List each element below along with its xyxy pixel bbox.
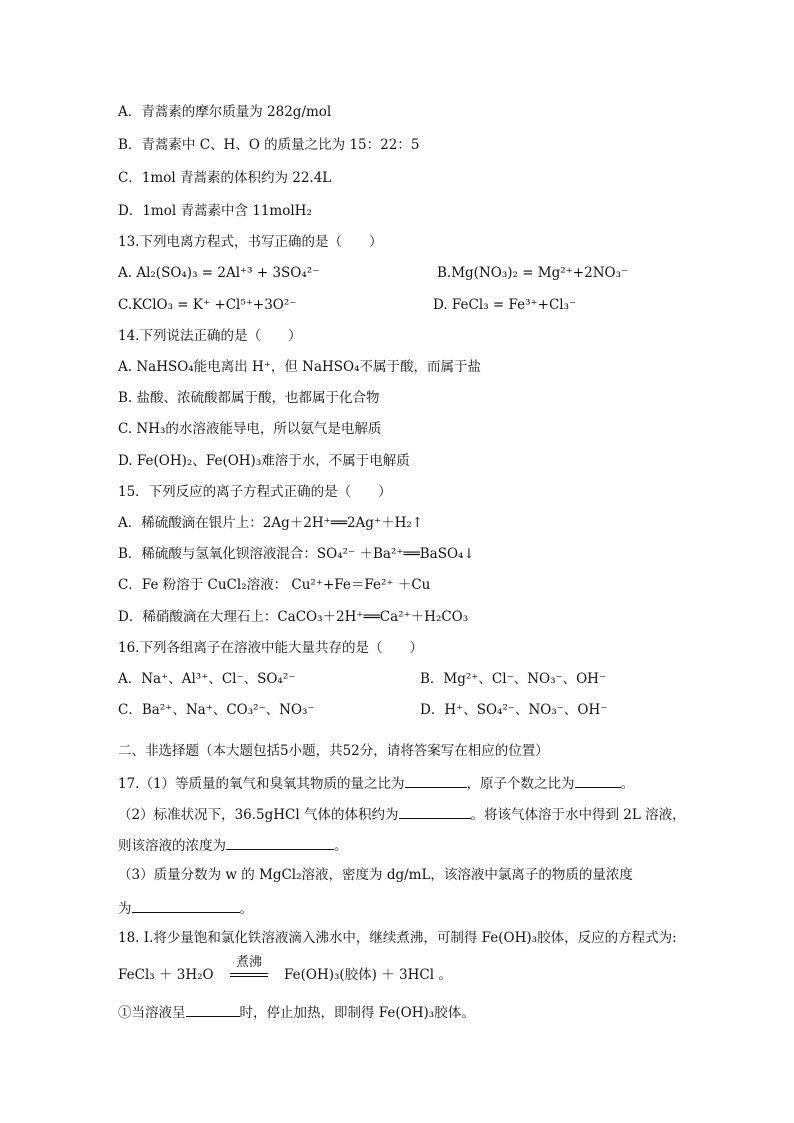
- q17-part2-cont: [118, 835, 348, 855]
- q18-blank-color[interactable]: [186, 1002, 240, 1017]
- q18-equation-right: Fe(OH)₃(胶体) ＋ 3HCl 。: [284, 967, 452, 983]
- q15-option-c: C．Fe 粉溶于 CuCl₂溶液： Cu²⁺+Fe＝Fe²⁺ ＋Cu: [118, 577, 431, 593]
- q17-part2-text-b: 。将该气体溶于水中得到 2L 溶液，: [470, 807, 686, 823]
- q18-equation-condition: [230, 955, 268, 977]
- q18-sub1-text-b: 时，停止加热，即制得 Fe(OH)₃胶体。: [239, 1005, 475, 1021]
- section-heading: 二、非选择题（本大题包括5小题，共52分，请将答案写在相应的位置）: [118, 743, 549, 759]
- q17-part2-text-d: 。: [334, 838, 348, 854]
- q17-part1-text-a: 17.（1）等质量的氧气和臭氧其物质的量之比为: [118, 776, 405, 792]
- q16-option-a: A．Na⁺、Al³⁺、Cl⁻、SO₄²⁻: [118, 671, 296, 687]
- q16-option-d: D．H⁺、SO₄²⁻、NO₃⁻、OH⁻: [420, 702, 608, 718]
- q15-option-a: A．稀硫酸滴在银片上：2Ag＋2H⁺══2Ag⁺＋H₂↑: [118, 515, 424, 531]
- q12-option-d: D．1mol 青蒿素中含 11molH₂: [118, 203, 312, 219]
- q13-option-d: D. FeCl₃ = Fe³⁺+Cl₃⁻: [433, 297, 577, 313]
- q17-part2: [118, 804, 686, 824]
- q17-part3-cont: [118, 898, 253, 918]
- q12-option-b: B．青蒿素中 C、H、O 的质量之比为 15：22：5: [118, 137, 420, 153]
- q18-sub1: [118, 1002, 475, 1022]
- q14-option-d: D. Fe(OH)₂、Fe(OH)₃难溶于水，不属于电解质: [118, 453, 410, 469]
- q18-intro: 18. I.将少量饱和氯化铁溶液滴入沸水中，继续煮沸，可制得 Fe(OH)₃胶体，反应的方程式为:: [118, 930, 677, 946]
- q18-condition-label: 煮沸: [235, 955, 262, 970]
- q17-blank-mole-ratio[interactable]: [405, 773, 467, 788]
- q18-sub1-text-a: ①当溶液呈: [118, 1005, 186, 1021]
- q14-option-a: A. NaHSO₄能电离出 H⁺，但 NaHSO₄不属于酸，而属于盐: [118, 359, 482, 375]
- q16-option-b: B．Mg²⁺、Cl⁻、NO₃⁻、OH⁻: [420, 671, 607, 687]
- q17-blank-atom-ratio[interactable]: [575, 773, 621, 788]
- q13-stem: 13.下列电离方程式，书写正确的是（ ）: [118, 234, 383, 250]
- q14-option-b: B. 盐酸、浓硫酸都属于酸，也都属于化合物: [118, 390, 380, 406]
- q17-part3-text-b: 为: [118, 901, 132, 917]
- q13-option-b: B.Mg(NO₃)₂ = Mg²⁺+2NO₃⁻: [437, 265, 629, 281]
- q14-stem: 14.下列说法正确的是（ ）: [118, 328, 302, 344]
- equals-bar: [230, 973, 268, 974]
- q17-part2-text-a: （2）标准状况下，36.5gHCl 气体的体积约为: [118, 807, 399, 823]
- q17-part2-text-c: 则该溶液的浓度为: [118, 838, 226, 854]
- q18-equation-left: FeCl₃ ＋ 3H₂O: [118, 967, 214, 983]
- q17-blank-chloride[interactable]: [132, 898, 240, 913]
- q17-part1-text-c: 。: [620, 776, 635, 792]
- q13-option-c: C.KClO₃ = K⁺ +Cl⁵⁺+3O²⁻: [118, 297, 297, 313]
- q12-option-c: C．1mol 青蒿素的体积约为 22.4L: [118, 170, 332, 186]
- q17-part3: （3）质量分数为 w 的 MgCl₂溶液，密度为 dg/mL，该溶液中氯离子的物质的量浓度: [118, 867, 633, 883]
- q14-option-c: C. NH₃的水溶液能导电，所以氨气是电解质: [118, 421, 382, 437]
- q15-option-d: D．稀硝酸滴在大理石上：CaCO₃＋2H⁺══Ca²⁺＋H₂CO₃: [118, 609, 469, 625]
- q15-option-b: B．稀硫酸与氢氧化钡溶液混合：SO₄²⁻ ＋Ba²⁺══BaSO₄↓: [118, 546, 475, 562]
- q17-blank-concentration[interactable]: [226, 835, 334, 850]
- q12-option-a: A．青蒿素的摩尔质量为 282g/mol: [118, 104, 332, 120]
- q13-option-a: A. Al₂(SO₄)₃ = 2Al⁺³ + 3SO₄²⁻: [118, 265, 320, 281]
- q17-part3-text-c: 。: [239, 901, 253, 917]
- q16-stem: 16.下列各组离子在溶液中能大量共存的是（ ）: [118, 640, 423, 656]
- equals-bar: [230, 976, 268, 977]
- q15-stem: 15．下列反应的离子方程式正确的是（ ）: [118, 484, 392, 500]
- q17-part1-text-b: ，原子个数之比为: [466, 776, 575, 792]
- q16-option-c: C．Ba²⁺、Na⁺、CO₃²⁻、NO₃⁻: [118, 702, 315, 718]
- q17-blank-volume[interactable]: [399, 804, 471, 819]
- q17-part1: [118, 773, 634, 793]
